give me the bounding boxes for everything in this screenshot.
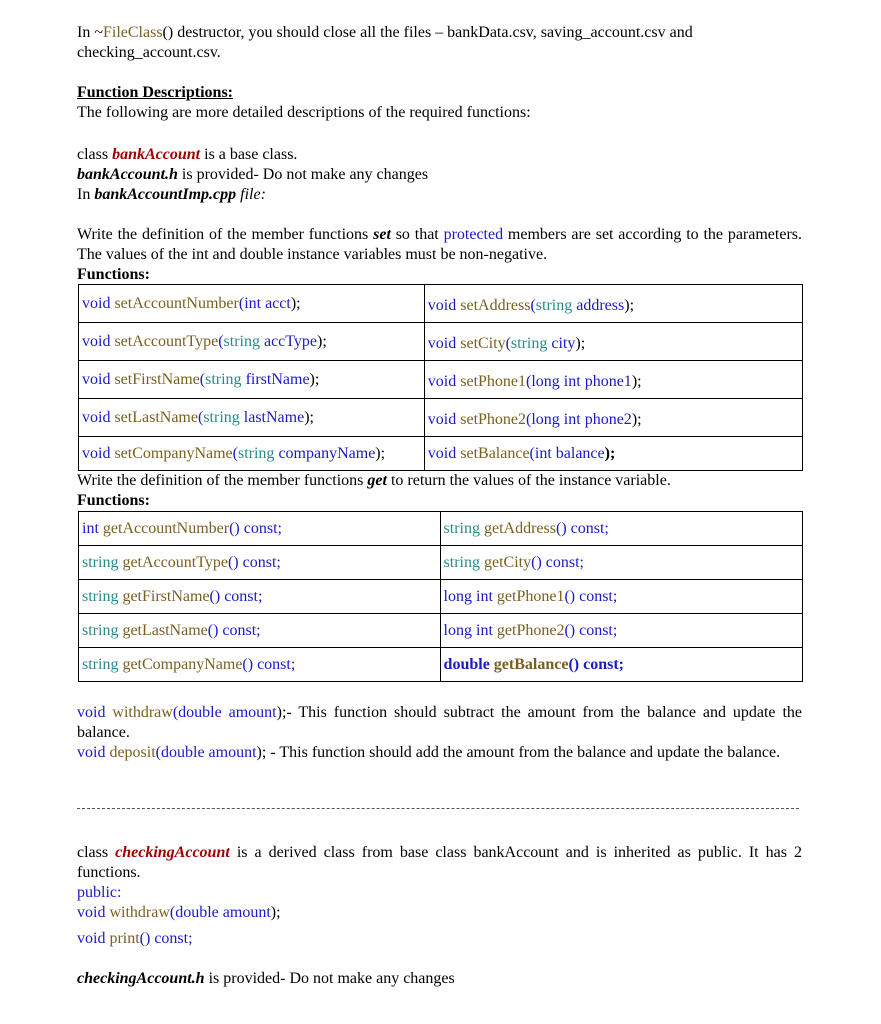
table-row xyxy=(79,614,803,648)
public-label: public: xyxy=(77,884,122,901)
checking-account-description: class checkingAccount is a derived class from base class bankAccount and is inherited as public. It has 2 functions. xyxy=(77,844,802,881)
get-p1: Write the definition of the member functions xyxy=(77,472,368,489)
get-cell: string getCity() const; xyxy=(440,546,802,580)
set-p1: Write the definition of the member functions xyxy=(77,226,374,243)
set-p2: so that xyxy=(390,226,444,243)
header-note: is provided- Do not make any changes xyxy=(177,166,429,183)
set-cell: void setPhone2(long int phone2); xyxy=(424,399,802,437)
function-descriptions-subtitle: The following are more detailed descriptions of the required functions: xyxy=(77,104,531,121)
function-descriptions-heading: Function Descriptions: xyxy=(77,84,233,101)
protected-keyword: protected xyxy=(443,226,504,243)
withdraw-description: void withdraw(double amount);- This function should subtract the amount from the balance and update the balance. xyxy=(77,704,802,741)
table-row xyxy=(79,546,803,580)
deposit-description: void deposit(double amount); - This function should add the amount from the balance and update the balance. xyxy=(77,744,781,761)
set-cell: void setAccountNumber(int acct); xyxy=(79,285,425,323)
set-cell: void setBalance(int balance); xyxy=(424,437,802,471)
set-cell: void setAddress(string address); xyxy=(424,285,802,323)
set-cell: void setLastName(string lastName); xyxy=(79,399,425,437)
bank-account-header-line xyxy=(77,165,428,185)
checking-account-class-name: checkingAccount xyxy=(115,844,230,861)
table-row xyxy=(79,580,803,614)
set-section-paragraph xyxy=(77,225,802,265)
get-cell: string getAccountType() const; xyxy=(79,546,441,580)
intro-line-1 xyxy=(77,23,693,43)
set-cell: void setCompanyName(string companyName); xyxy=(79,437,425,471)
checking-account-header-file: checkingAccount.h xyxy=(77,970,205,987)
table-row xyxy=(79,437,803,471)
intro-text-a: In ~ xyxy=(77,24,103,41)
checking-header-line: checkingAccount.h is provided- Do not make any changes xyxy=(77,970,455,987)
intro-line-2: checking_account.csv. xyxy=(77,44,221,61)
get-functions-label: Functions: xyxy=(77,492,150,509)
bank-account-impl-file: bankAccountImp.cpp xyxy=(94,186,237,203)
get-cell: double getBalance() const; xyxy=(440,648,802,682)
set-keyword: set xyxy=(373,226,391,243)
get-cell: long int getPhone2() const; xyxy=(440,614,802,648)
checking-withdraw-line: void withdraw(double amount); xyxy=(77,904,281,921)
get-cell: string getFirstName() const; xyxy=(79,580,441,614)
get-p2: to return the values of the instance variable. xyxy=(386,472,671,489)
get-cell: string getAddress() const; xyxy=(440,512,802,546)
table-row xyxy=(79,285,803,323)
table-row xyxy=(79,399,803,437)
set-p3: members are set according to the parameters. The values of the int and double instance variables must be non-negative. xyxy=(77,226,803,263)
bank-account-header-file: bankAccount.h xyxy=(77,166,178,183)
table-row xyxy=(79,512,803,546)
set-cell: void setCity(string city); xyxy=(424,323,802,361)
table-row xyxy=(79,323,803,361)
get-keyword: get xyxy=(367,472,387,489)
set-cell: void setAccountType(string accType); xyxy=(79,323,425,361)
destructor-name: FileClass xyxy=(102,24,163,41)
class-prefix: class xyxy=(77,146,113,163)
impl-prefix: In xyxy=(77,186,95,203)
set-cell: void setPhone1(long int phone1); xyxy=(424,361,802,399)
table-row xyxy=(79,361,803,399)
bank-account-impl-line xyxy=(77,185,266,205)
set-functions-table xyxy=(78,284,803,471)
class-suffix: is a base class. xyxy=(200,146,298,163)
bank-account-class-line xyxy=(77,145,297,165)
set-cell: void setFirstName(string firstName); xyxy=(79,361,425,399)
bank-account-class-name: bankAccount xyxy=(112,146,201,163)
get-cell: string getLastName() const; xyxy=(79,614,441,648)
intro-text-b: () destructor, you should close all the files – bankData.csv, saving_account.csv and xyxy=(162,24,693,41)
get-section-paragraph xyxy=(77,471,671,491)
get-cell: string getCompanyName() const; xyxy=(79,648,441,682)
get-cell: int getAccountNumber() const; xyxy=(79,512,441,546)
get-cell: long int getPhone1() const; xyxy=(440,580,802,614)
section-divider xyxy=(77,808,799,809)
checking-print-line: void print() const; xyxy=(77,930,193,947)
get-functions-table xyxy=(78,511,803,682)
impl-suffix: file: xyxy=(236,186,266,203)
table-row xyxy=(79,648,803,682)
set-functions-label: Functions: xyxy=(77,266,150,283)
